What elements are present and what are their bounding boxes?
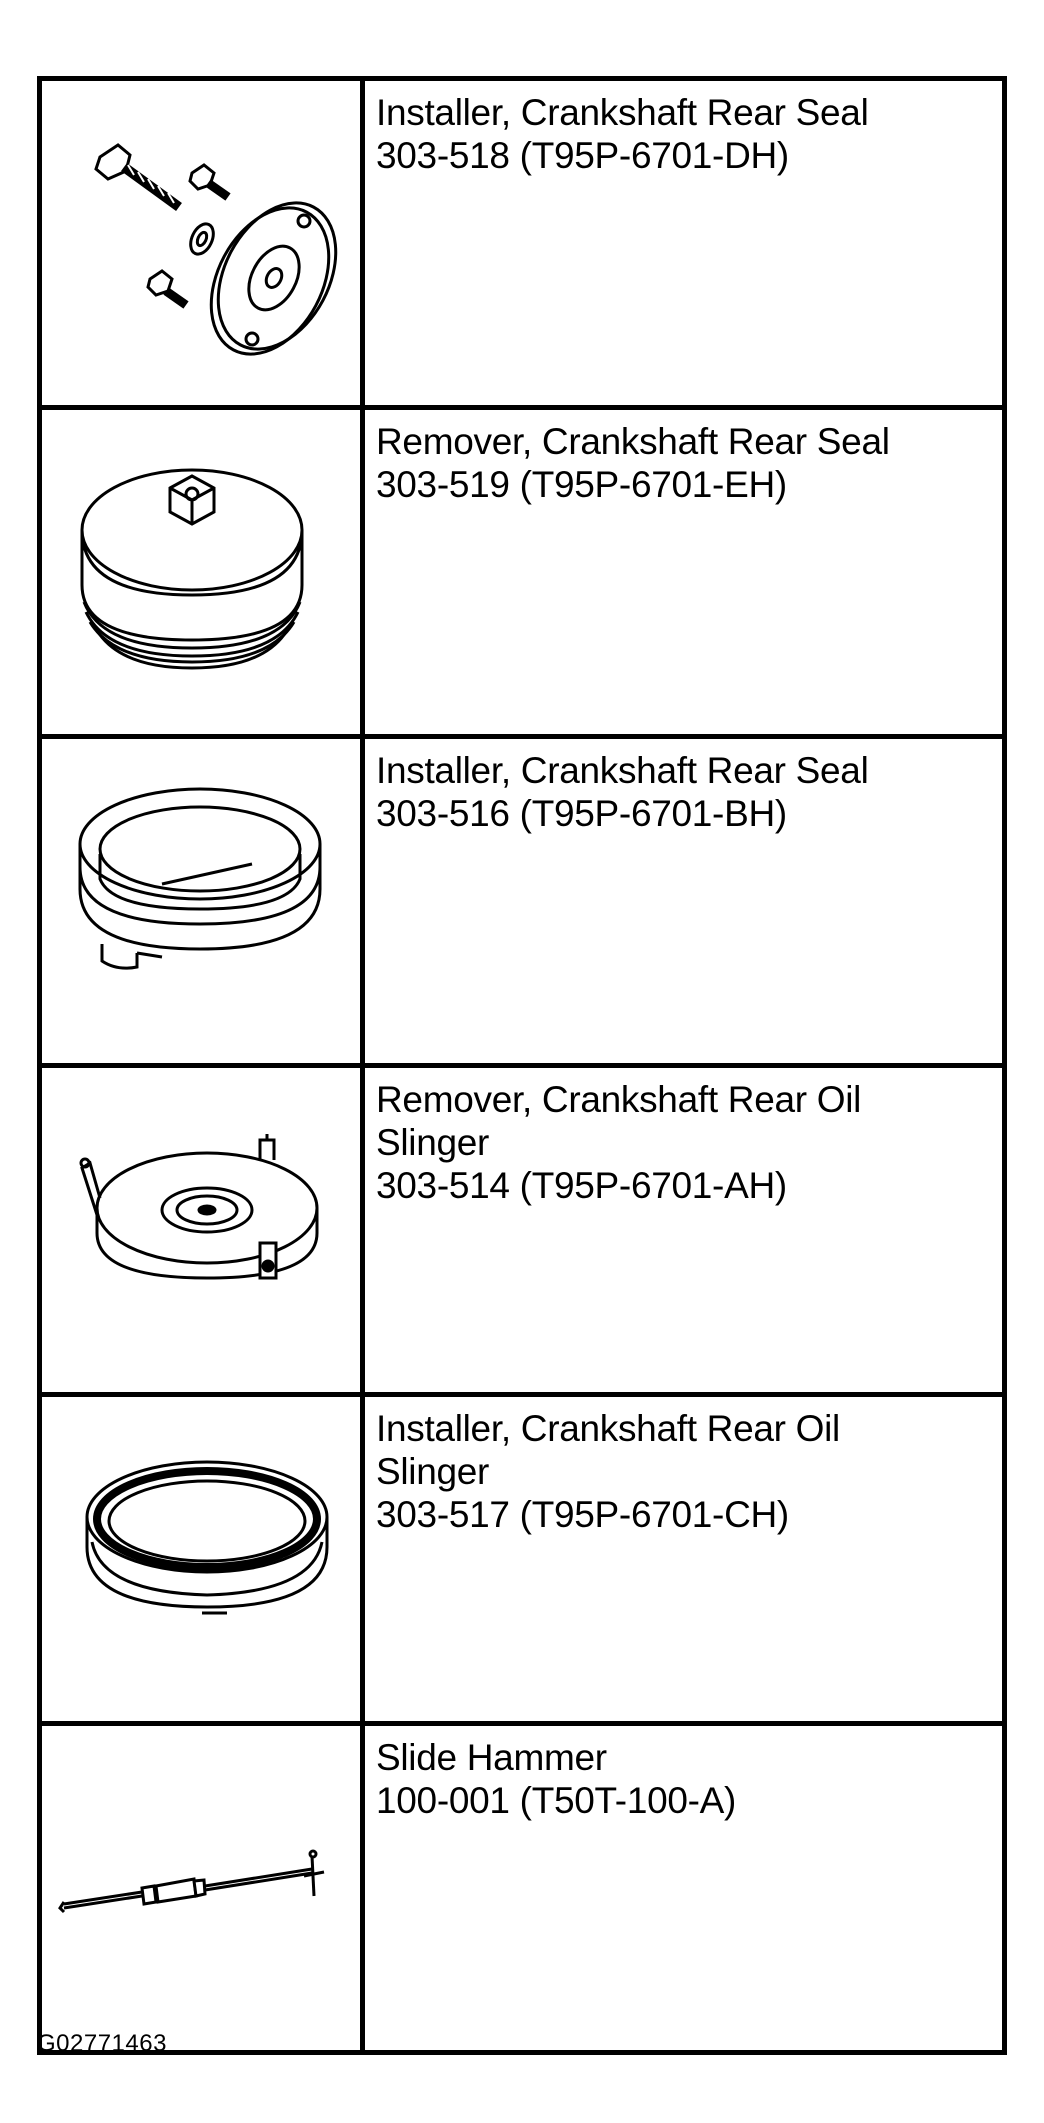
tool-row [40,1066,1005,1395]
tool-illustration-cell [40,1395,363,1724]
tool-row [40,1724,1005,2053]
tool-name: Slide Hammer [376,1737,607,1778]
tool-name: Installer, Crankshaft Rear Seal [376,92,869,133]
figure-id: G02771463 [37,2030,167,2057]
tool-name-line-1: Remover, Crankshaft Rear Oil [376,1079,862,1120]
tool-illustration-cell [40,408,363,737]
tool-name: Remover, Crankshaft Rear Seal [376,421,890,462]
tool-row [40,79,1005,408]
tool-description-cell [363,1724,1005,2053]
tool-description-cell [363,1066,1005,1395]
special-tools-table [37,76,1007,2055]
crankshaft-rear-seal-installer-kit-icon [42,81,360,395]
tool-description-cell [363,1395,1005,1724]
tool-row [40,408,1005,737]
tool-illustration-cell [40,1724,363,2053]
tool-illustration-cell [40,737,363,1066]
tool-part-number: 100-001 (T50T-100-A) [376,1780,737,1821]
slide-hammer-icon [42,1726,360,2040]
tool-illustration-cell [40,79,363,408]
crankshaft-rear-seal-installer-ring-icon [42,739,360,1053]
tool-name-line-2: Slinger [376,1122,490,1163]
tool-row [40,737,1005,1066]
tool-part-number: 303-519 (T95P-6701-EH) [376,464,787,505]
tool-part-number: 303-514 (T95P-6701-AH) [376,1165,787,1206]
tool-name-line-1: Installer, Crankshaft Rear Oil [376,1408,840,1449]
tool-description-cell [363,408,1005,737]
tool-part-number: 303-518 (T95P-6701-DH) [376,135,789,176]
tool-part-number: 303-516 (T95P-6701-BH) [376,793,787,834]
tool-illustration-cell [40,1066,363,1395]
crankshaft-rear-seal-remover-icon [42,410,360,724]
tool-description-cell [363,737,1005,1066]
oil-slinger-remover-icon [42,1068,360,1382]
tool-name-line-2: Slinger [376,1451,490,1492]
tool-name: Installer, Crankshaft Rear Seal [376,750,869,791]
tool-row [40,1395,1005,1724]
oil-slinger-installer-icon [42,1397,360,1711]
tool-description-cell [363,79,1005,408]
tool-part-number: 303-517 (T95P-6701-CH) [376,1494,789,1535]
